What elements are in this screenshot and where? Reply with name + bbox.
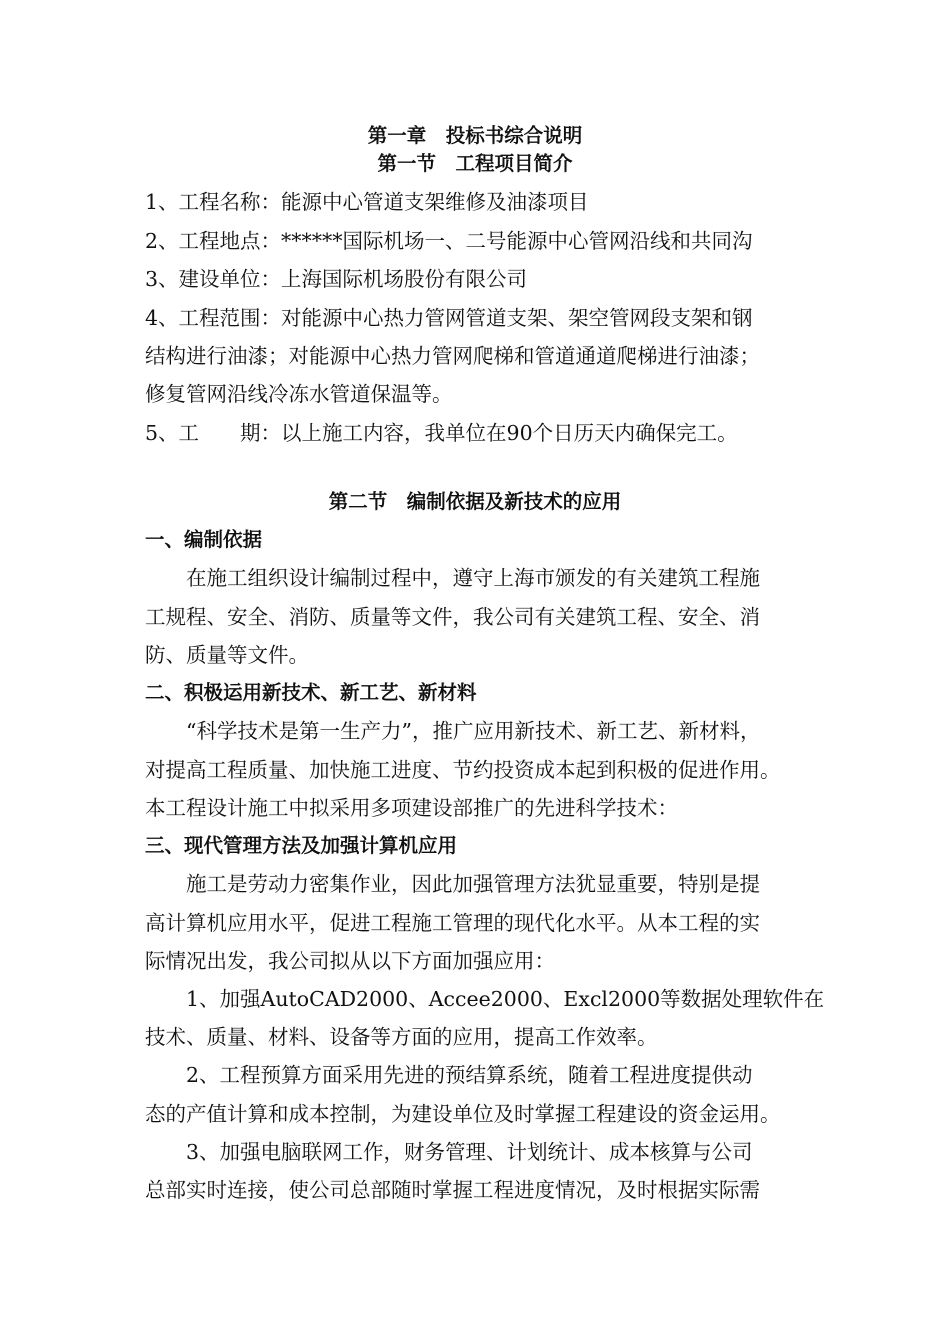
duration-line: 5、工 期：以上施工内容，我单位在90个日历天内确保完工。 bbox=[145, 421, 738, 445]
item1-line-1: 1、加强AutoCAD2000、Accee2000、Excl2000等数据处理软件在 bbox=[186, 987, 825, 1011]
newtech-para-line-3: 本工程设计施工中拟采用多项建设部推广的先进科学技术： bbox=[145, 796, 678, 820]
client-line: 3、建设单位：上海国际机场股份有限公司 bbox=[145, 267, 528, 291]
item2-line-1: 2、工程预算方面采用先进的预结算系统，随着工程进度提供动 bbox=[186, 1063, 753, 1087]
basis-para-line-2: 工规程、安全、消防、质量等文件，我公司有关建筑工程、安全、消 bbox=[145, 605, 760, 629]
heading-new-tech: 二、积极运用新技术、新工艺、新材料 bbox=[145, 681, 477, 704]
item1-line-2: 技术、质量、材料、设备等方面的应用，提高工作效率。 bbox=[145, 1025, 658, 1049]
item3-line-2: 总部实时连接，使公司总部随时掌握工程进度情况，及时根据实际需 bbox=[145, 1178, 760, 1202]
management-para-line-3: 际情况出发，我公司拟从以下方面加强应用： bbox=[145, 949, 555, 973]
item3-line-1: 3、加强电脑联网工作，财务管理、计划统计、成本核算与公司 bbox=[186, 1140, 753, 1164]
scope-line-1: 4、工程范围：对能源中心热力管网管道支架、架空管网段支架和钢 bbox=[145, 306, 753, 330]
item2-line-2: 态的产值计算和成本控制，为建设单位及时掌握工程建设的资金运用。 bbox=[145, 1102, 781, 1126]
project-name-line: 1、工程名称：能源中心管道支架维修及油漆项目 bbox=[145, 190, 589, 214]
scope-line-2: 结构进行油漆；对能源中心热力管网爬梯和管道通道爬梯进行油漆； bbox=[145, 344, 760, 368]
management-para-line-2: 高计算机应用水平，促进工程施工管理的现代化水平。从本工程的实 bbox=[145, 911, 760, 935]
heading-basis: 一、编制依据 bbox=[145, 528, 263, 551]
newtech-para-line-1: “科学技术是第一生产力”，推广应用新技术、新工艺、新材料， bbox=[186, 719, 761, 743]
heading-management: 三、现代管理方法及加强计算机应用 bbox=[145, 834, 458, 857]
newtech-para-line-2: 对提高工程质量、加快施工进度、节约投资成本起到积极的促进作用。 bbox=[145, 758, 781, 782]
section1-title: 第一节 工程项目简介 bbox=[377, 152, 573, 175]
chapter-title: 第一章 投标书综合说明 bbox=[367, 124, 583, 147]
section2-title: 第二节 编制依据及新技术的应用 bbox=[328, 490, 622, 513]
project-location-line: 2、工程地点：******国际机场一、二号能源中心管网沿线和共同沟 bbox=[145, 229, 753, 253]
management-para-line-1: 施工是劳动力密集作业，因此加强管理方法犹显重要，特别是提 bbox=[186, 872, 760, 896]
basis-para-line-3: 防、质量等文件。 bbox=[145, 643, 309, 667]
scope-line-3: 修复管网沿线冷冻水管道保温等。 bbox=[145, 382, 453, 406]
basis-para-line-1: 在施工组织设计编制过程中，遵守上海市颁发的有关建筑工程施 bbox=[186, 566, 760, 590]
